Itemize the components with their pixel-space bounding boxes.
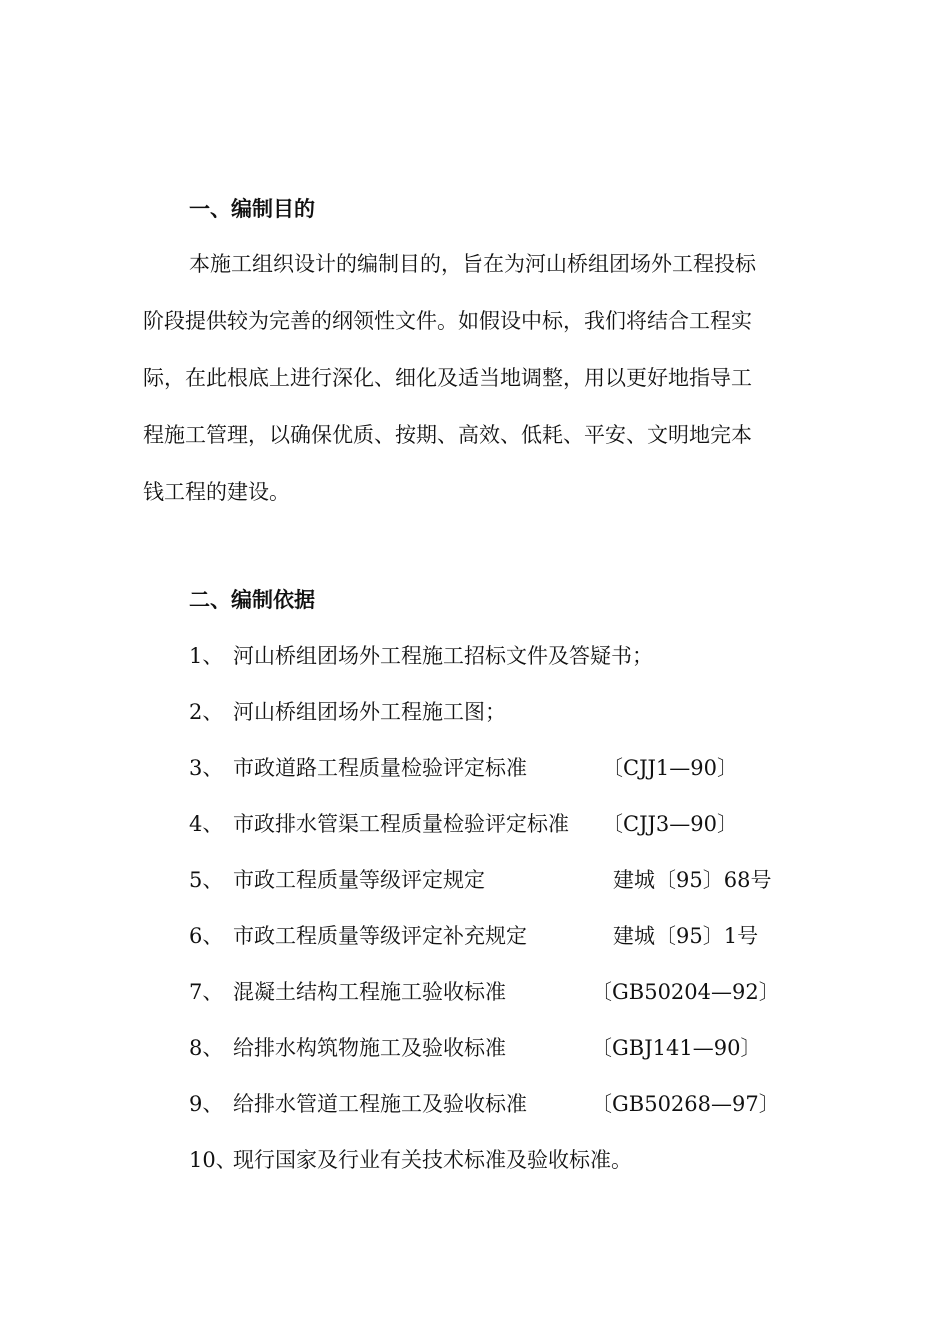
list-item <box>0 978 950 1006</box>
list-item-code: 〔CJJ1—90〕 <box>602 756 738 780</box>
list-item-number: 3、 <box>189 756 224 780</box>
list-item-code: 〔GB50268—97〕 <box>591 1092 780 1116</box>
list-item <box>0 754 950 782</box>
list-item-number: 7、 <box>189 980 224 1004</box>
list-item-code: 〔GBJ141—90〕 <box>591 1036 762 1060</box>
list-item <box>0 1090 950 1118</box>
paragraph-line: 钱工程的建设。 <box>143 480 290 504</box>
list-item-text: 市政工程质量等级评定规定 <box>233 868 485 892</box>
paragraph-line: 程施工管理，以确保优质、按期、高效、低耗、平安、文明地完本 <box>143 423 752 447</box>
list-item-text: 市政排水管渠工程质量检验评定标准 <box>233 812 569 836</box>
list-item-code: 〔GB50204—92〕 <box>591 980 780 1004</box>
list-item-number: 10、 <box>189 1148 237 1172</box>
list-item <box>0 922 950 950</box>
list-item-number: 9、 <box>189 1092 224 1116</box>
list-item <box>0 1034 950 1062</box>
list-item-text: 给排水构筑物施工及验收标准 <box>233 1036 506 1060</box>
list-item-text: 市政道路工程质量检验评定标准 <box>233 756 527 780</box>
list-item-code: 〔CJJ3—90〕 <box>602 812 738 836</box>
section-heading-basis: 二、编制依据 <box>189 588 315 612</box>
list-item-number: 5、 <box>189 868 224 892</box>
list-item-text: 市政工程质量等级评定补充规定 <box>233 924 527 948</box>
list-item-code: 建城〔95〕1号 <box>613 924 759 948</box>
list-item-number: 4、 <box>189 812 224 836</box>
list-item-number: 1、 <box>189 644 224 668</box>
list-item <box>0 642 950 670</box>
list-item <box>0 698 950 726</box>
list-item-text: 给排水管道工程施工及验收标准 <box>233 1092 527 1116</box>
section-heading-purpose: 一、编制目的 <box>189 197 315 221</box>
list-item <box>0 1146 950 1174</box>
list-item-code: 建城〔95〕68号 <box>613 868 772 892</box>
list-item-text: 现行国家及行业有关技术标准及验收标准。 <box>233 1148 632 1172</box>
paragraph-line: 阶段提供较为完善的纲领性文件。如假设中标，我们将结合工程实 <box>143 309 752 333</box>
list-item-number: 2、 <box>189 700 224 724</box>
paragraph-line: 本施工组织设计的编制目的，旨在为河山桥组团场外工程投标 <box>189 252 756 276</box>
list-item-number: 8、 <box>189 1036 224 1060</box>
list-item-text: 河山桥组团场外工程施工招标文件及答疑书； <box>233 644 653 668</box>
list-item-number: 6、 <box>189 924 224 948</box>
paragraph-line: 际，在此根底上进行深化、细化及适当地调整，用以更好地指导工 <box>143 366 752 390</box>
list-item <box>0 866 950 894</box>
list-item-text: 河山桥组团场外工程施工图； <box>233 700 506 724</box>
list-item-text: 混凝土结构工程施工验收标准 <box>233 980 506 1004</box>
list-item <box>0 810 950 838</box>
